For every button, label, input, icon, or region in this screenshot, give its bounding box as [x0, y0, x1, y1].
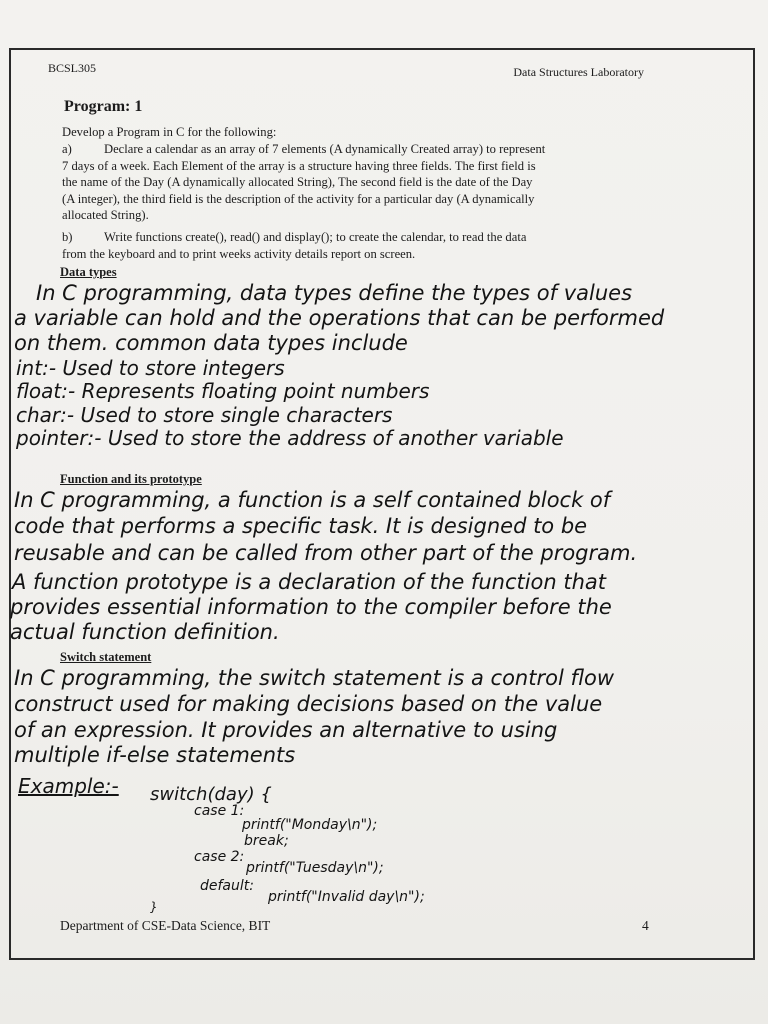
part-a-line: Declare a calendar as an array of 7 elements (A dynamically Created array) to represent — [104, 142, 546, 156]
handwritten-line: actual function definition. — [10, 620, 280, 644]
function-heading: Function and its prototype — [60, 472, 202, 486]
handwritten-line: int:- Used to store integers — [16, 356, 285, 380]
part-b-line: Write functions create(), read() and display(); to create the calendar, to read the data — [104, 230, 527, 244]
switch-heading: Switch statement — [60, 650, 152, 664]
code-line: printf("Tuesday\n"); — [246, 860, 384, 876]
code-line: case 1: — [194, 803, 245, 819]
code-line: printf("Monday\n"); — [242, 817, 378, 833]
course-title: Data Structures Laboratory — [513, 65, 644, 79]
handwritten-line: In C programming, the switch statement is a control flow — [14, 666, 615, 690]
code-line: } — [150, 900, 158, 914]
part-a-line: 7 days of a week. Each Element of the array is a structure having three fields. The first field is — [62, 159, 536, 173]
part-a-line: allocated String). — [62, 208, 149, 222]
code-line: break; — [244, 833, 289, 849]
course-code: BCSL305 — [48, 61, 97, 75]
handwritten-line: float:- Represents floating point numbers — [16, 379, 430, 403]
handwritten-line: of an expression. It provides an alternative to using — [14, 718, 558, 742]
handwritten-line: pointer:- Used to store the address of another variable — [16, 426, 564, 450]
handwritten-line: In C programming, a function is a self contained block of — [14, 488, 611, 512]
data-types-heading: Data types — [60, 265, 117, 279]
part-b-line: from the keyboard and to print weeks activity details report on screen. — [62, 247, 416, 261]
part-a-line: (A integer), the third field is the description of the activity for a particular day (A dynamically — [62, 192, 535, 206]
handwritten-line: reusable and can be called from other part of the program. — [14, 541, 638, 565]
code-line: switch(day) { — [150, 784, 272, 805]
program-title: Program: 1 — [64, 98, 143, 115]
part-a-label: a) — [62, 142, 72, 156]
handwritten-line: A function prototype is a declaration of the function that — [12, 570, 607, 594]
handwritten-line: construct used for making decisions based on the value — [14, 692, 603, 716]
code-line: default: — [200, 878, 254, 894]
code-line: printf("Invalid day\n"); — [268, 889, 425, 905]
handwritten-line: code that performs a specific task. It is designed to be — [14, 514, 588, 538]
handwritten-line: a variable can hold and the operations that can be performed — [14, 306, 665, 330]
code-line: case 2: — [194, 849, 245, 865]
page-number: 4 — [642, 918, 649, 933]
handwritten-line: on them. common data types include — [14, 331, 408, 355]
part-a-line: the name of the Day (A dynamically allocated String), The second field is the date of the Day — [62, 175, 533, 189]
handwritten-line: multiple if-else statements — [14, 743, 296, 767]
part-b-label: b) — [62, 230, 73, 244]
handwritten-line: char:- Used to store single characters — [16, 403, 393, 427]
handwritten-line: provides essential information to the compiler before the — [10, 595, 612, 619]
program-intro: Develop a Program in C for the following: — [62, 125, 277, 139]
handwritten-line: In C programming, data types define the types of values — [36, 281, 633, 305]
example-label: Example:- — [18, 774, 119, 798]
footer-department: Department of CSE-Data Science, BIT — [60, 918, 271, 933]
